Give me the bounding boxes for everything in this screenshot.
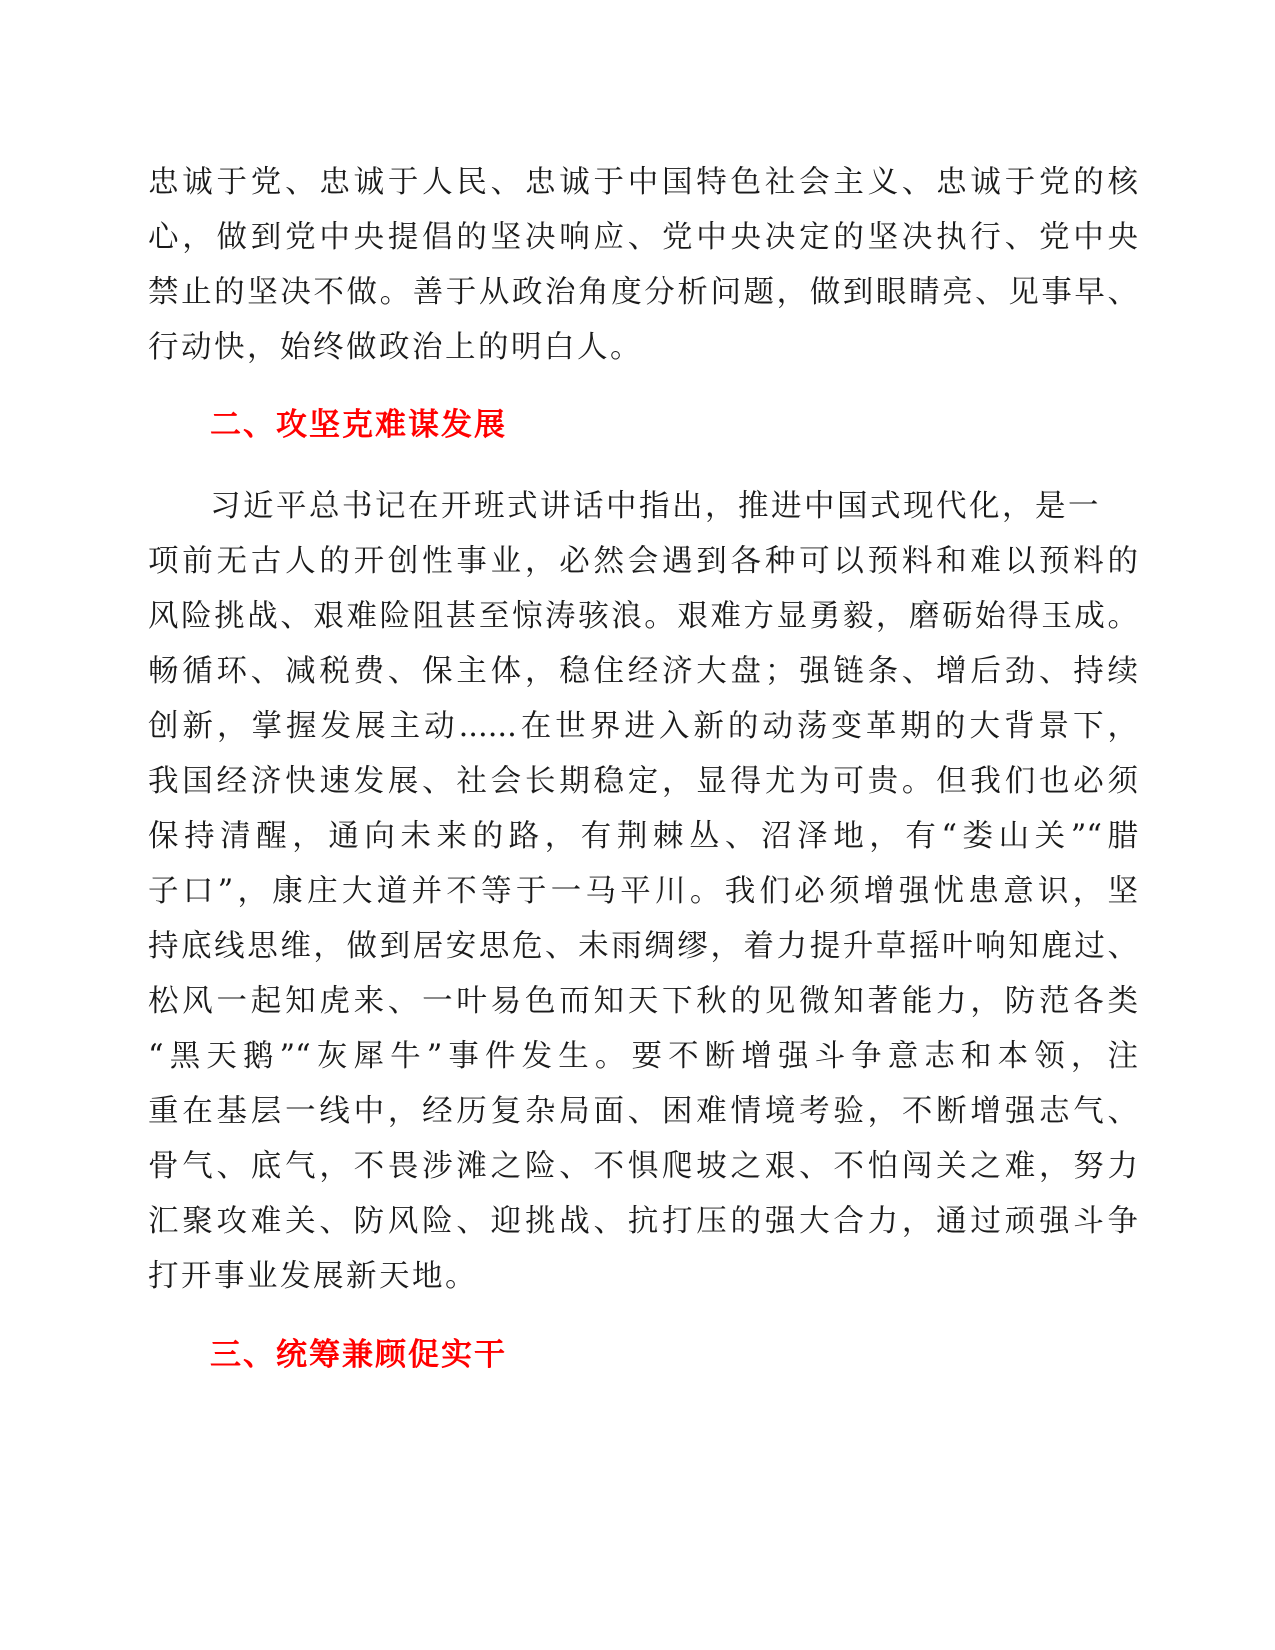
section-heading-2: 二、攻坚克难谋发展 — [210, 407, 507, 443]
paragraph-line: 持底线思维，做到居安思危、未雨绸缪，着力提升草摇叶响知鹿过、 — [148, 929, 1138, 964]
paragraph-line: 项前无古人的开创性事业，必然会遇到各种可以预料和难以预料的 — [148, 544, 1138, 579]
paragraph-line: 习近平总书记在开班式讲话中指出，推进中国式现代化，是一 — [210, 489, 1101, 524]
paragraph-line: 禁止的坚决不做。善于从政治角度分析问题，做到眼睛亮、见事早、 — [148, 275, 1138, 310]
paragraph-line: 骨气、底气，不畏涉滩之险、不惧爬坡之艰、不怕闯关之难，努力 — [148, 1149, 1138, 1184]
paragraph-line: 重在基层一线中，经历复杂局面、困难情境考验，不断增强志气、 — [148, 1094, 1138, 1129]
paragraph-line: 子口”，康庄大道并不等于一马平川。我们必须增强忧患意识，坚 — [148, 874, 1138, 909]
section-heading-3: 三、统筹兼顾促实干 — [210, 1337, 507, 1373]
paragraph-line: 创新，掌握发展主动......在世界进入新的动荡变革期的大背景下， — [148, 709, 1138, 744]
paragraph-line: 打开事业发展新天地。 — [148, 1259, 478, 1294]
paragraph-line: 风险挑战、艰难险阻甚至惊涛骇浪。艰难方显勇毅，磨砺始得玉成。 — [148, 599, 1138, 634]
paragraph-line: 忠诚于党、忠诚于人民、忠诚于中国特色社会主义、忠诚于党的核 — [148, 165, 1138, 200]
paragraph-line: 我国经济快速发展、社会长期稳定，显得尤为可贵。但我们也必须 — [148, 764, 1138, 799]
paragraph-line: 行动快，始终做政治上的明白人。 — [148, 330, 643, 365]
paragraph-line: 汇聚攻难关、防风险、迎挑战、抗打压的强大合力，通过顽强斗争 — [148, 1204, 1138, 1239]
paragraph-line: “黑天鹅”“灰犀牛”事件发生。要不断增强斗争意志和本领，注 — [148, 1039, 1138, 1074]
paragraph-line: 心，做到党中央提倡的坚决响应、党中央决定的坚决执行、党中央 — [148, 220, 1138, 255]
paragraph-line: 保持清醒，通向未来的路，有荆棘丛、沼泽地，有“娄山关”“腊 — [148, 819, 1138, 854]
paragraph-line: 畅循环、减税费、保主体，稳住经济大盘；强链条、增后劲、持续 — [148, 654, 1138, 689]
paragraph-line: 松风一起知虎来、一叶易色而知天下秋的见微知著能力，防范各类 — [148, 984, 1138, 1019]
